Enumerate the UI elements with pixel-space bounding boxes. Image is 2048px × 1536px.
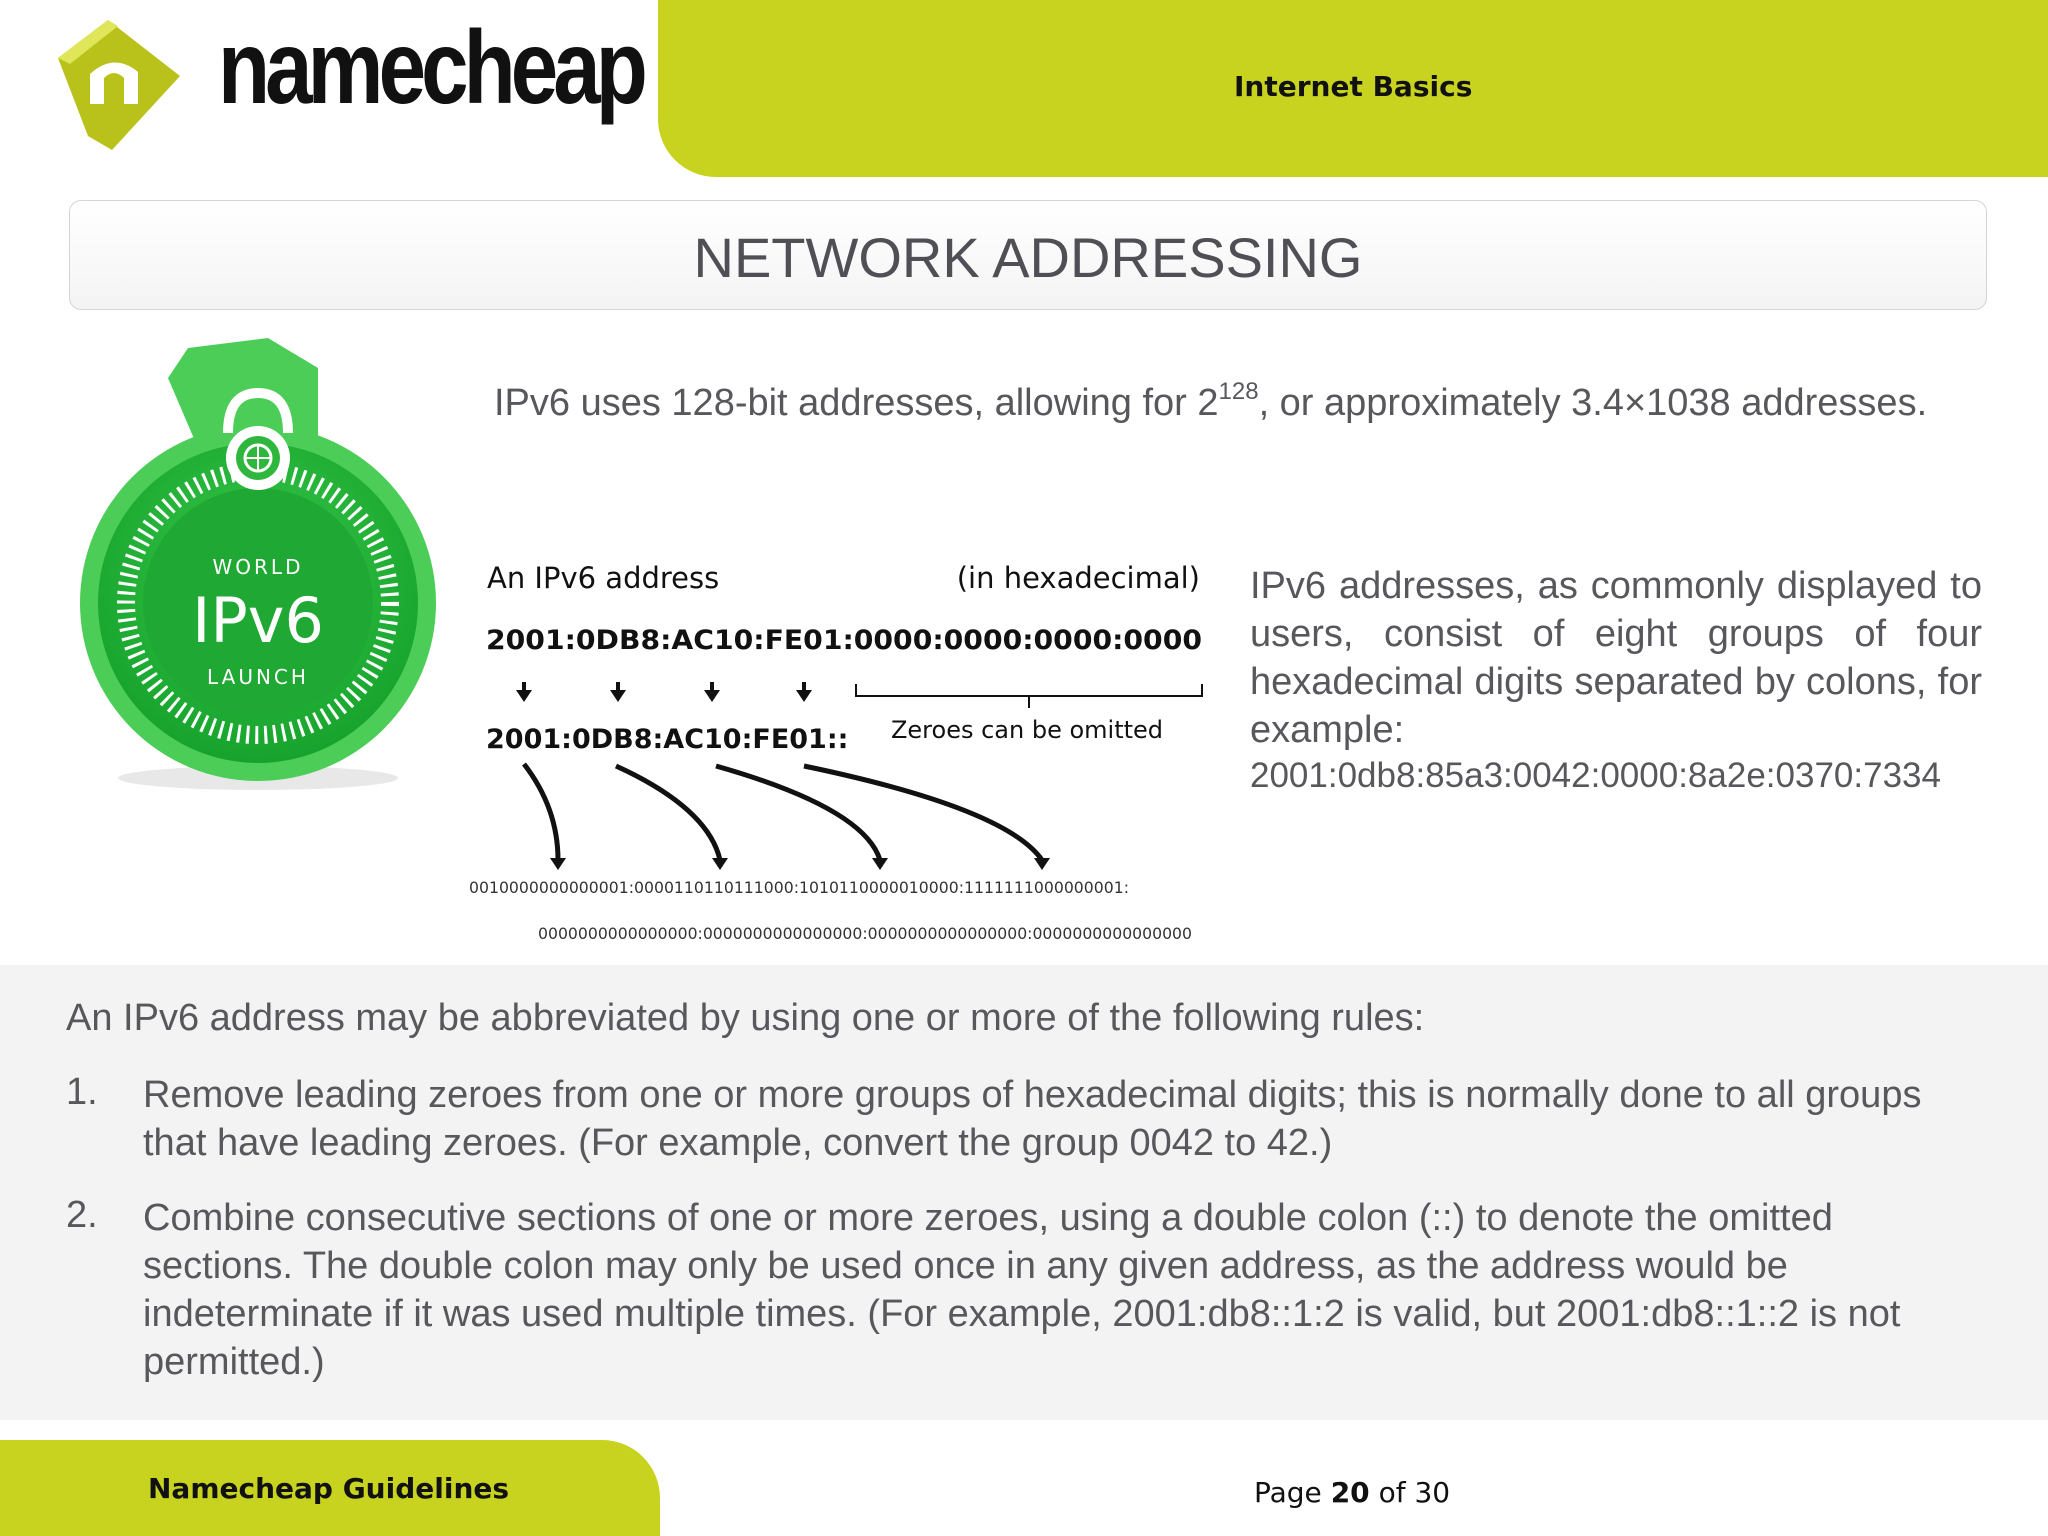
header-title: Internet Basics [1234, 70, 1473, 103]
diagram-label-left: An IPv6 address [487, 561, 720, 595]
page-current: 20 [1330, 1476, 1370, 1509]
title-box [69, 200, 1987, 310]
ipv6-address-diagram [462, 548, 1214, 948]
badge-launch-text: LAUNCH [207, 665, 309, 689]
logo-wordmark: namecheap [218, 10, 643, 126]
down-arrows [516, 682, 812, 702]
curved-arrows [524, 764, 1042, 860]
world-ipv6-launch-badge [68, 338, 448, 798]
rules-intro: An IPv6 address may be abbreviated by using one or more of the following rules: [66, 997, 1425, 1039]
side-explanation: IPv6 addresses, as commonly displayed to users, consist of eight groups of four hexadecimal digits separated by colons, for example: [1250, 565, 1982, 751]
full-address: 2001:0DB8:AC10:FE01:0000:0000:0000:0000 [486, 625, 1202, 656]
intro-text-before: IPv6 uses 128-bit addresses, allowing for 2 [494, 382, 1219, 424]
binary-line-2: 0000000000000000:0000000000000000:0000000000000000:0000000000000000 [538, 924, 1192, 943]
page-total: 30 [1414, 1476, 1451, 1509]
omit-bracket [856, 684, 1202, 708]
page-number [1254, 1476, 1450, 1509]
rule-1-text: Remove leading zeroes from one or more groups of hexadecimal digits; this is normally done to all groups that have leading zeroes. (For example, convert the group 0042 to 42.) [143, 1074, 1922, 1164]
intro-exponent: 128 [1218, 378, 1259, 405]
slide-title: NETWORK ADDRESSING [693, 226, 1363, 289]
short-address: 2001:0DB8:AC10:FE01:: [486, 724, 849, 755]
page-prefix: Page [1254, 1476, 1322, 1509]
diagram-label-right: (in hexadecimal) [956, 561, 1200, 595]
rule-2-number: 2. [66, 1194, 98, 1236]
badge-ipv6-text: IPv6 [192, 584, 324, 657]
rules-panel [0, 965, 2048, 1420]
intro-text-after: , or approximately 3.4×1038 addresses. [1258, 382, 1928, 424]
omit-note: Zeroes can be omitted [890, 716, 1164, 744]
side-example-address: 2001:0db8:85a3:0042:0000:8a2e:0370:7334 [1250, 756, 1941, 795]
footer-label: Namecheap Guidelines [148, 1472, 510, 1505]
intro-paragraph [494, 372, 1982, 434]
rule-2-text: Combine consecutive sections of one or more zeroes, using a double colon (::) to denote the omitted sections. The double colon may only be used once in any given address, as the address would be indeterminate if it was used multiple times. (For example, 2001:db8::1:2 is valid, but 2001:db8::1::2 is not permitted.) [143, 1197, 1901, 1383]
rule-1-number: 1. [66, 1071, 98, 1113]
page-sep: of [1378, 1476, 1406, 1509]
binary-line-1: 0010000000000001:0000110110111000:1010110000010000:1111111000000001: [469, 878, 1129, 897]
badge-world-text: WORLD [212, 555, 304, 579]
namecheap-logo[interactable] [52, 10, 643, 172]
